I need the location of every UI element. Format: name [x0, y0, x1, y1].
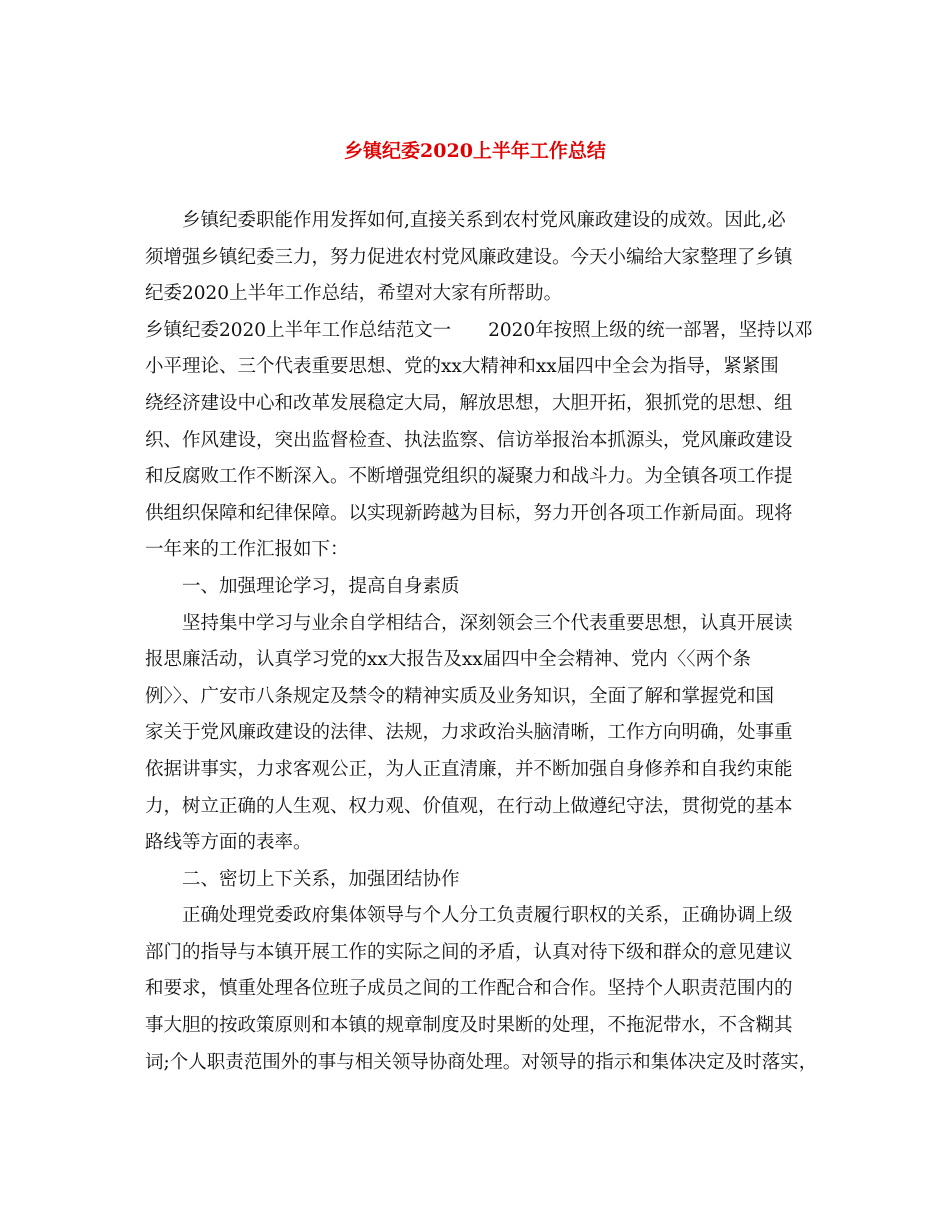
text-line: 词;个人职责范围外的事与相关领导协商处理。对领导的指示和集体决定及时落实， [145, 1051, 818, 1073]
text-line: 正确处理党委政府集体领导与个人分工负责履行职权的关系，正确协调上级 [182, 905, 793, 927]
text-line: 和要求，慎重处理各位班子成员之间的工作配合和合作。坚持个人职责范围内的 [145, 978, 793, 1000]
text-line: 报思廉活动，认真学习党的xx大报告及xx届四中全会精神、党内〈〈两个条 [145, 649, 751, 671]
text-line: 例〉〉、广安市八条规定及禁令的精神实质及业务知识，全面了解和掌握党和国 [145, 685, 775, 707]
text-line: 路线等方面的表率。 [145, 832, 312, 854]
text-line: 坚持集中学习与业余自学相结合，深刻领会三个代表重要思想，认真开展读 [182, 612, 793, 634]
text-line: 乡镇纪委职能作用发挥如何,直接关系到农村党风廉政建设的成效。因此,必 [182, 210, 786, 231]
text-line: 须增强乡镇纪委三力，努力促进农村党风廉政建设。今天小编给大家整理了乡镇 [145, 246, 793, 268]
text-line: 部门的指导与本镇开展工作的实际之间的矛盾，认真对待下级和群众的意见建议 [145, 941, 793, 963]
text-line: 乡镇纪委2020上半年工作总结范文一 2020年按照上级的统一部署，坚持以邓 [145, 319, 813, 341]
text-line: 一年来的工作汇报如下： [145, 539, 349, 561]
text-line: 绕经济建设中心和改革发展稳定大局，解放思想，大胆开拓，狠抓党的思想、组 [145, 392, 793, 414]
text-line: 二、密切上下关系，加强团结协作 [182, 868, 460, 890]
text-line: 力，树立正确的人生观、权力观、价值观，在行动上做遵纪守法，贯彻党的基本 [145, 795, 793, 817]
text-line: 和反腐败工作不断深入。不断增强党组织的凝聚力和战斗力。为全镇各项工作提 [145, 466, 793, 488]
text-line: 依据讲事实，力求客观公正，为人正直清廉，并不断加强自身修养和自我约束能 [145, 758, 793, 780]
document-title: 乡镇纪委2020上半年工作总结 [344, 140, 606, 162]
document-body [145, 203, 825, 1081]
text-line: 家关于党风廉政建设的法律、法规，力求政治头脑清晰，工作方向明确，处事重 [145, 722, 793, 744]
text-line: 一、加强理论学习，提高自身素质 [182, 575, 460, 597]
text-line: 纪委2020上半年工作总结，希望对大家有所帮助。 [145, 283, 563, 305]
text-line: 事大胆的按政策原则和本镇的规章制度及时果断的处理，不拖泥带水，不含糊其 [145, 1015, 793, 1037]
text-line: 小平理论、三个代表重要思想、党的xx大精神和xx届四中全会为指导，紧紧围 [145, 356, 779, 378]
text-line: 供组织保障和纪律保障。以实现新跨越为目标，努力开创各项工作新局面。现将 [145, 502, 793, 524]
text-line: 织、作风建设，突出监督检查、执法监察、信访举报治本抓源头，党风廉政建设 [145, 429, 793, 451]
